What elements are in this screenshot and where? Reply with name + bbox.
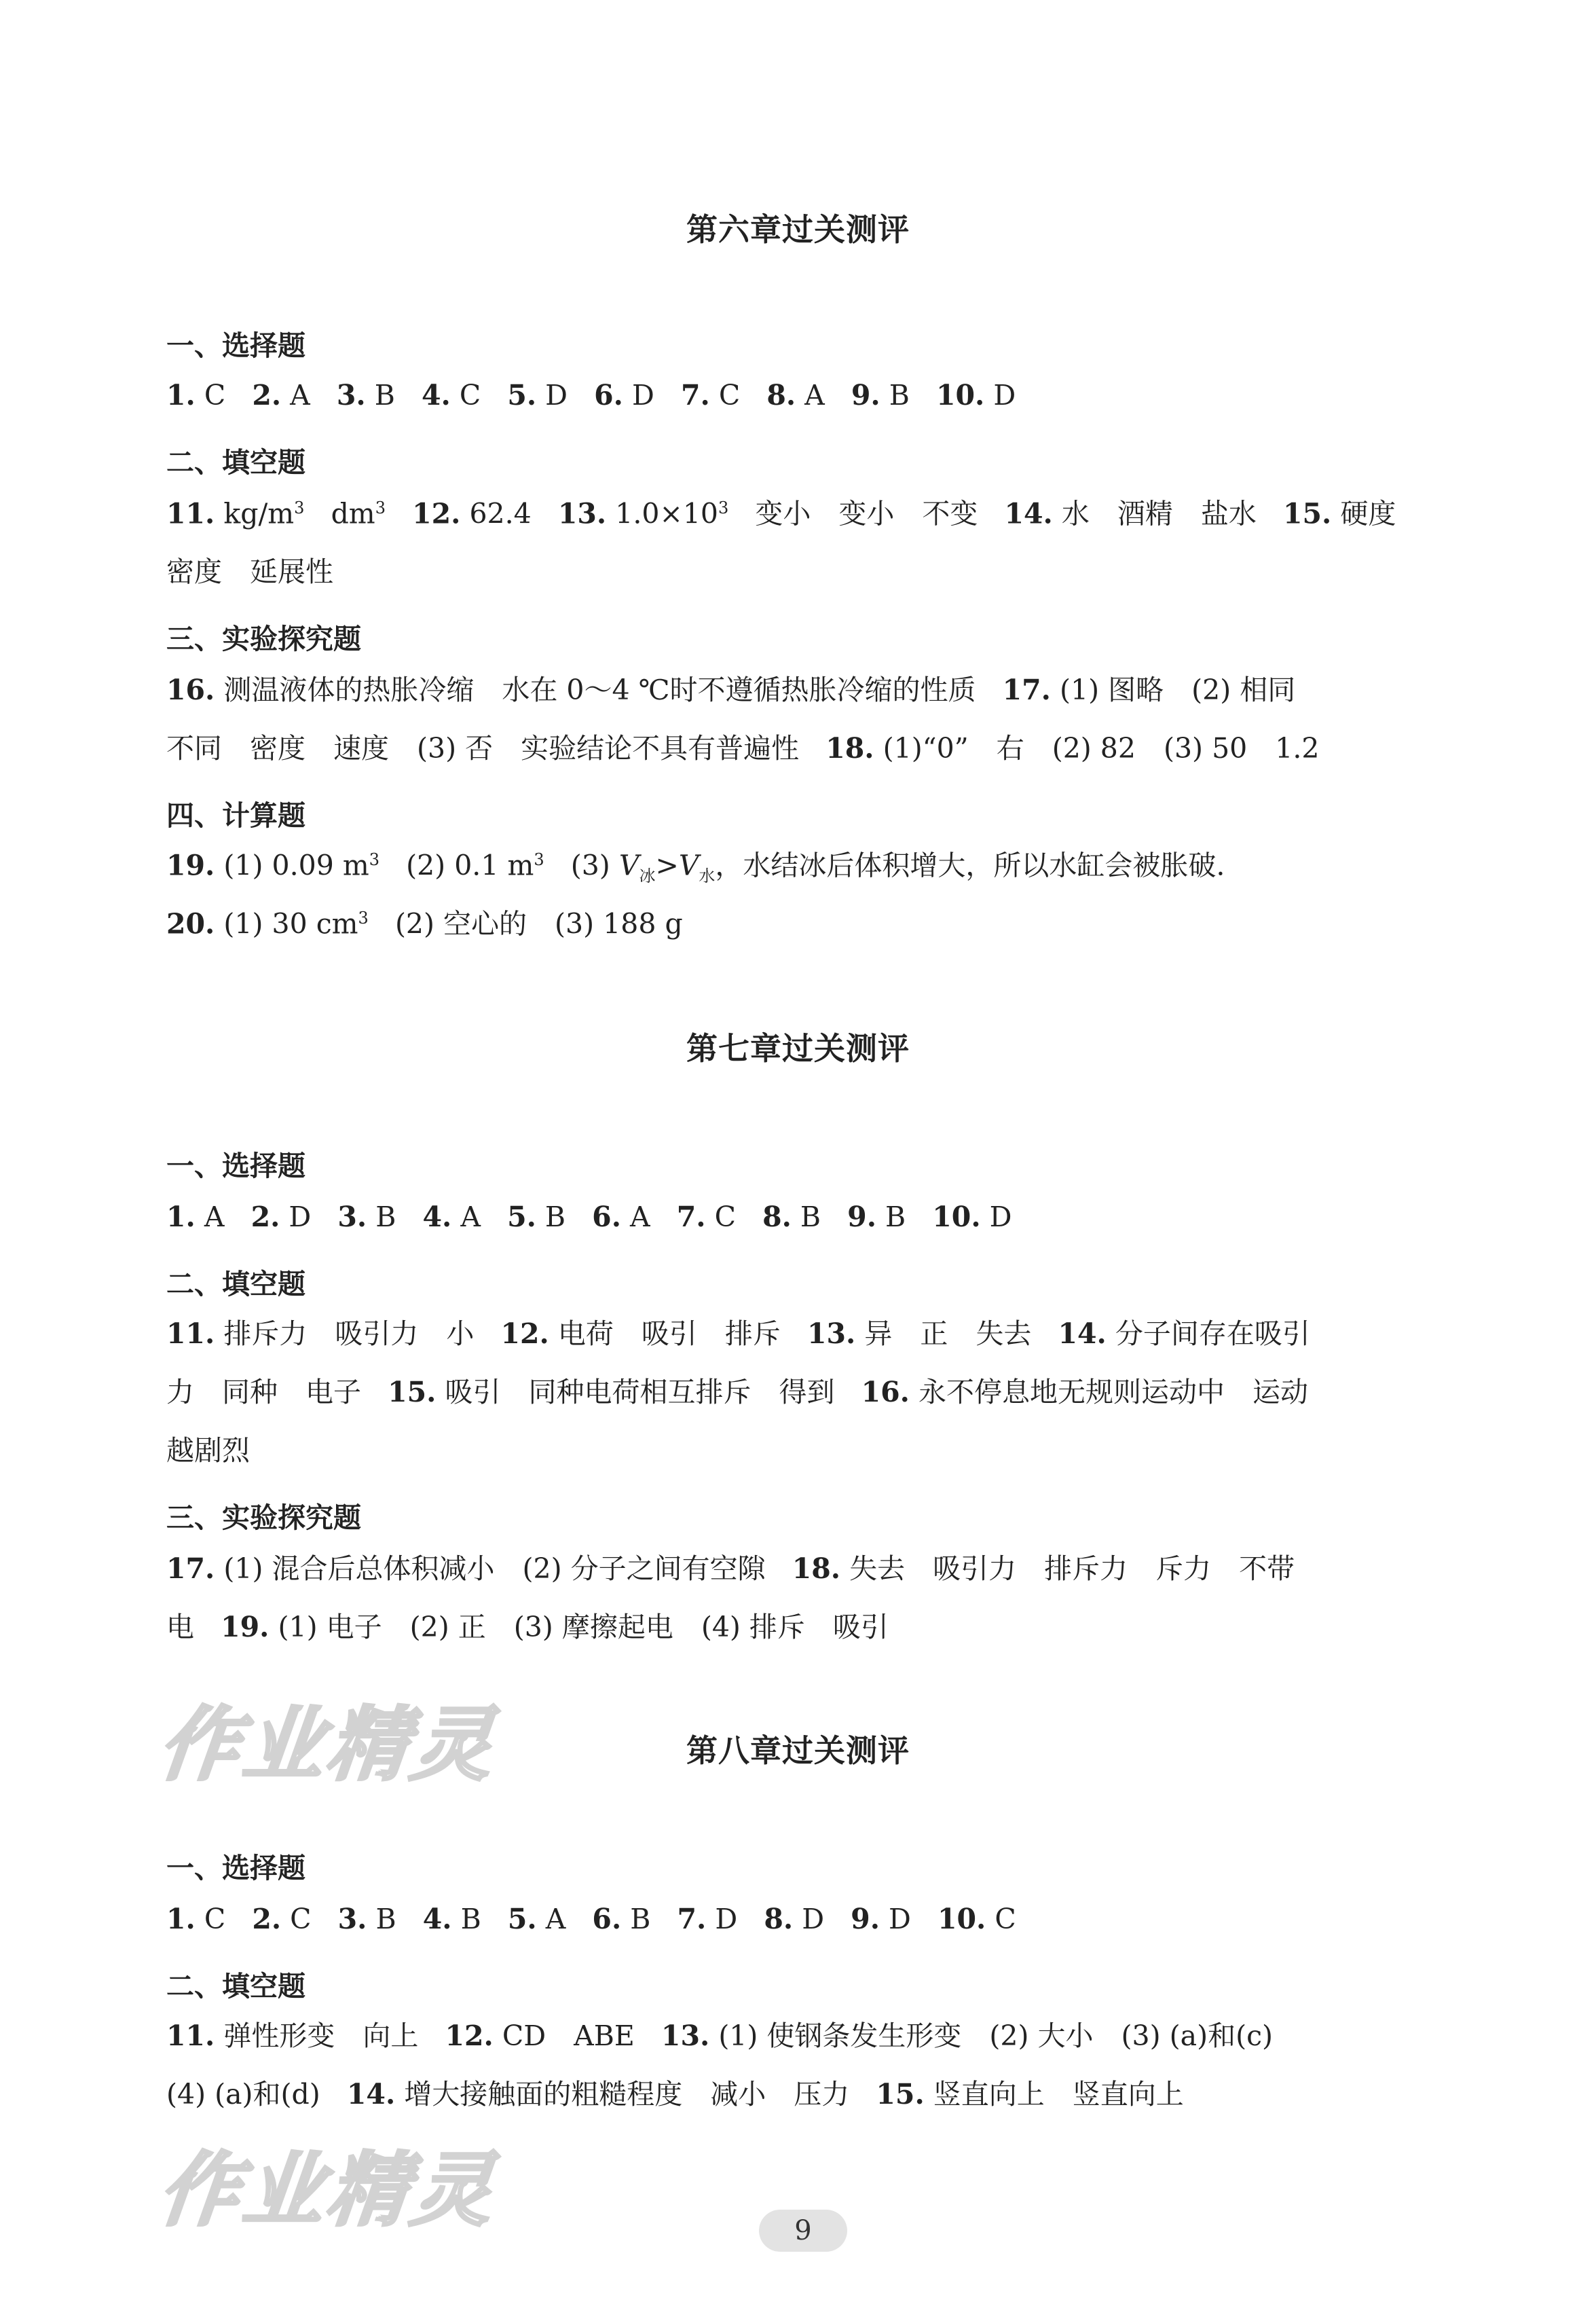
answer-text: 失去 吸引力 排斥力 斥力 不带 <box>849 1552 1295 1585</box>
choice-answer: C <box>281 1903 312 1935</box>
answer-text: 不同 密度 速度 (3) 否 实验结论不具有普遍性 <box>166 732 800 765</box>
item-number: 11. <box>166 2020 215 2052</box>
choice-answer: B <box>451 1903 481 1935</box>
item-number: 6. <box>592 1201 621 1233</box>
item-number: 13. <box>557 497 607 530</box>
choice-answer: B <box>367 1903 396 1935</box>
ch6-section-calc-heading: 四、计算题 <box>166 799 305 832</box>
choice-answer: D <box>793 1903 825 1935</box>
choice-answer: B <box>876 1201 906 1233</box>
choice-answer: D <box>280 1201 312 1233</box>
ch7-section-experiment-heading: 三、实验探究题 <box>166 1501 361 1534</box>
item-number: 15. <box>388 1376 437 1408</box>
item-number: 4. <box>422 1201 452 1233</box>
answer-text: 变小 变小 不变 <box>755 497 978 530</box>
ch8-section-choice-heading: 一、选择题 <box>166 1852 305 1884</box>
answer-text: 1.0×10 <box>615 497 718 530</box>
ch6-exp-line-1 <box>166 676 1295 704</box>
item-number: 14. <box>1058 1317 1107 1350</box>
answer-text: (4) (a)和(d) <box>166 2078 320 2111</box>
ch6-calc-line-2 <box>166 907 683 940</box>
choice-answer: D <box>980 1201 1012 1233</box>
choice-answer: B <box>791 1201 821 1233</box>
item-number: 13. <box>807 1317 856 1350</box>
choice-answer: A <box>451 1201 481 1233</box>
item-number: 17. <box>166 1552 215 1585</box>
ch7-section-fill-heading: 二、填空题 <box>166 1268 305 1300</box>
answer-text: 硬度 <box>1340 497 1396 530</box>
item-number: 19. <box>166 849 215 882</box>
item-number: 14. <box>1004 497 1053 530</box>
item-number: 1. <box>166 1903 196 1935</box>
item-number: 12. <box>445 2020 494 2052</box>
item-number: 9. <box>847 1201 876 1233</box>
exponent: 3 <box>294 498 305 517</box>
item-number: 16. <box>166 674 215 706</box>
item-number: 6. <box>592 1903 622 1935</box>
ch8-section-fill-heading: 二、填空题 <box>166 1970 305 2003</box>
item-number: 2. <box>252 1903 282 1935</box>
exponent: 3 <box>369 850 379 869</box>
item-number: 3. <box>337 1903 367 1935</box>
item-number: 1. <box>166 379 196 412</box>
answer-text: 异 正 失去 <box>864 1317 1032 1350</box>
ch6-fill-line-1 <box>166 497 1396 530</box>
ch7-fill-line-3: 越剧烈 <box>166 1434 250 1467</box>
ch6-section-experiment-heading: 三、实验探究题 <box>166 623 361 655</box>
choice-answer: C <box>986 1903 1016 1935</box>
answer-text: (2) 空心的 (3) 188 g <box>394 907 683 940</box>
item-number: 14. <box>346 2078 396 2111</box>
choice-answer: A <box>281 379 310 412</box>
answer-text: (1)“0” 右 (2) 82 (3) 50 1.2 <box>883 732 1320 765</box>
answer-text: ，水结冰后体积增大，所以水缸会被胀破. <box>715 849 1225 882</box>
answer-text: 分子间存在吸引 <box>1115 1317 1310 1350</box>
exponent: 3 <box>375 498 386 517</box>
item-number: 17. <box>1002 674 1051 706</box>
item-number: 9. <box>851 1903 880 1935</box>
choice-answer: A <box>536 1903 566 1935</box>
answer-text: 电荷 吸引 排斥 <box>557 1317 781 1350</box>
ch7-fill-line-2 <box>166 1378 1308 1406</box>
answer-text: (1) 图略 (2) 相同 <box>1060 674 1296 706</box>
exponent: 3 <box>358 909 369 928</box>
answer-text: (2) 0.1 m <box>406 849 534 882</box>
item-number: 6. <box>594 379 623 412</box>
chapter-7-title: 第七章过关测评 <box>686 1030 910 1067</box>
item-number: 18. <box>825 732 874 765</box>
answer-text: 电 <box>166 1611 194 1643</box>
answer-text: 排斥力 吸引力 小 <box>223 1317 475 1350</box>
volume-symbol: V <box>618 849 639 882</box>
ch7-choice-answers <box>166 1203 1012 1231</box>
choice-answer: B <box>365 379 395 412</box>
ch6-calc-line-1 <box>166 849 1225 885</box>
answer-text: (1) 30 cm <box>223 907 358 940</box>
choice-answer: D <box>536 379 568 412</box>
ch8-fill-line-2 <box>166 2078 1184 2111</box>
item-number: 18. <box>792 1552 841 1585</box>
item-number: 4. <box>422 1903 452 1935</box>
choice-answer: C <box>705 1201 736 1233</box>
answer-text: 水 酒精 盐水 <box>1061 497 1257 530</box>
item-number: 13. <box>661 2020 710 2052</box>
ch8-fill-line-1 <box>166 2022 1273 2050</box>
choice-answer: D <box>706 1903 738 1935</box>
volume-symbol: V <box>678 849 699 882</box>
answer-text: kg/m <box>223 497 295 530</box>
item-number: 10. <box>932 1201 981 1233</box>
operator: > <box>655 849 679 882</box>
choice-answer: C <box>195 1903 226 1935</box>
ch6-choice-answers <box>166 379 1016 412</box>
item-number: 8. <box>762 1201 792 1233</box>
answer-text: 弹性形变 向上 <box>223 2020 419 2052</box>
item-number: 3. <box>336 379 366 412</box>
answer-text: 力 同种 电子 <box>166 1376 361 1408</box>
answer-text: (1) 使钢条发生形变 (2) 大小 (3) (a)和(c) <box>718 2020 1274 2052</box>
choice-answer: A <box>796 379 825 412</box>
subscript: 冰 <box>639 866 656 885</box>
choice-answer: D <box>984 379 1016 412</box>
item-number: 10. <box>938 1903 986 1935</box>
answer-text: 62.4 <box>469 497 532 530</box>
item-number: 7. <box>676 1201 706 1233</box>
answer-text: 永不停息地无规则运动中 运动 <box>918 1376 1308 1408</box>
ch7-fill-line-1 <box>166 1317 1310 1350</box>
ch8-choice-answers <box>166 1905 1016 1933</box>
item-number: 11. <box>166 497 215 530</box>
exponent: 3 <box>718 498 729 517</box>
watermark-text: 作业精灵 <box>154 2143 502 2237</box>
choice-answer: B <box>880 379 910 412</box>
item-number: 2. <box>250 1201 280 1233</box>
ch7-section-choice-heading: 一、选择题 <box>166 1150 305 1182</box>
page-number: 9 <box>759 2210 847 2252</box>
choice-answer: D <box>879 1903 911 1935</box>
item-number: 5. <box>507 1201 536 1233</box>
ch6-fill-line-2: 密度 延展性 <box>166 555 333 588</box>
item-number: 15. <box>1283 497 1332 530</box>
ch6-exp-line-2 <box>166 732 1320 765</box>
choice-answer: B <box>367 1201 396 1233</box>
item-number: 7. <box>680 379 710 412</box>
answer-text: (1) 混合后总体积减小 (2) 分子之间有空隙 <box>223 1552 766 1585</box>
answer-text: 吸引 同种电荷相互排斥 得到 <box>445 1376 835 1408</box>
choice-answer: B <box>536 1201 566 1233</box>
choice-answer: D <box>623 379 654 412</box>
choice-answer: C <box>450 379 481 412</box>
item-number: 1. <box>166 1201 196 1233</box>
answer-text: CD ABE <box>502 2020 635 2052</box>
item-number: 16. <box>861 1376 910 1408</box>
ch7-exp-line-1 <box>166 1552 1295 1585</box>
chapter-8-title: 第八章过关测评 <box>686 1732 910 1769</box>
choice-answer: A <box>620 1201 650 1233</box>
item-number: 20. <box>166 907 215 940</box>
exponent: 3 <box>534 850 544 869</box>
choice-answer: C <box>709 379 741 412</box>
choice-answer: B <box>621 1903 651 1935</box>
item-number: 3. <box>337 1201 367 1233</box>
answer-text: 测温液体的热胀冷缩 水在 0～4 ℃时不遵循热胀冷缩的性质 <box>223 674 976 706</box>
item-number: 12. <box>500 1317 549 1350</box>
watermark-text: 作业精灵 <box>154 1698 502 1791</box>
item-number: 2. <box>252 379 282 412</box>
answer-text: 竖直向上 竖直向上 <box>933 2078 1184 2111</box>
answer-text: (3) <box>570 849 610 882</box>
item-number: 7. <box>677 1903 707 1935</box>
item-number: 9. <box>851 379 880 412</box>
item-number: 5. <box>507 379 537 412</box>
ch6-section-choice-heading: 一、选择题 <box>166 329 305 362</box>
item-number: 15. <box>876 2078 925 2111</box>
answer-text: (1) 电子 (2) 正 (3) 摩擦起电 (4) 排斥 吸引 <box>278 1611 889 1643</box>
choice-answer: A <box>195 1201 225 1233</box>
chapter-6-title: 第六章过关测评 <box>686 211 910 248</box>
answer-text: 增大接触面的粗糙程度 减小 压力 <box>404 2078 850 2111</box>
item-number: 19. <box>221 1611 270 1643</box>
watermark-logo <box>154 2132 554 2237</box>
item-number: 8. <box>764 1903 794 1935</box>
ch6-section-fill-heading: 二、填空题 <box>166 446 305 479</box>
choice-answer: C <box>195 379 226 412</box>
item-number: 10. <box>935 379 985 412</box>
item-number: 12. <box>412 497 461 530</box>
item-number: 11. <box>166 1317 215 1350</box>
answer-text: (1) 0.09 m <box>223 849 369 882</box>
item-number: 8. <box>766 379 796 412</box>
ch7-exp-line-2 <box>166 1613 889 1641</box>
subscript: 水 <box>699 866 716 885</box>
answer-text: dm <box>331 497 375 530</box>
item-number: 4. <box>422 379 451 412</box>
item-number: 5. <box>507 1903 537 1935</box>
